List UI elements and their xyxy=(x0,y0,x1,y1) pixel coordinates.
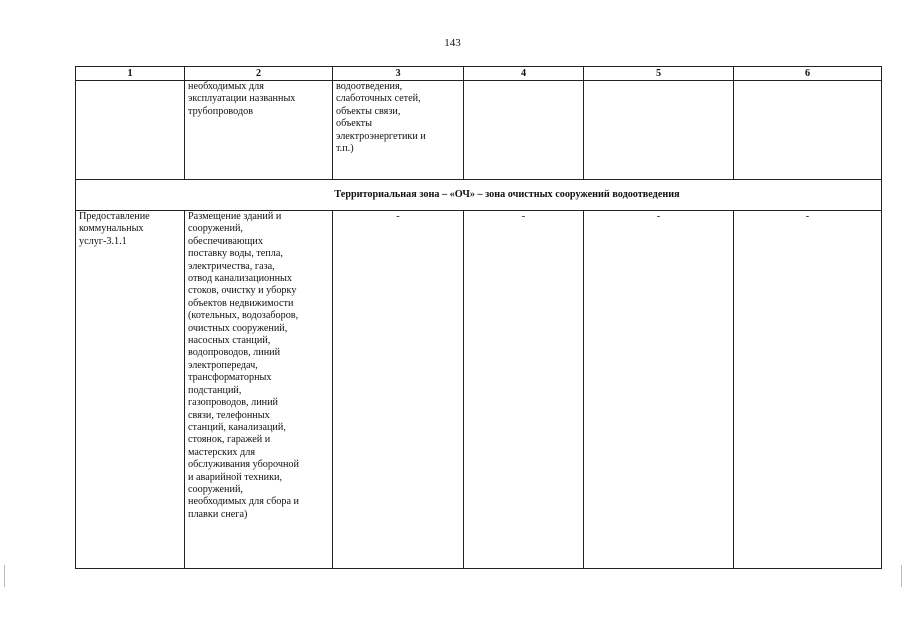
column-header-1: 1 xyxy=(76,67,185,81)
column-header-2: 2 xyxy=(185,67,333,81)
column-header-6: 6 xyxy=(734,67,882,81)
table-cell xyxy=(76,81,185,180)
column-header-5: 5 xyxy=(584,67,734,81)
zone-heading-row xyxy=(76,180,882,211)
table-cell: необходимых для эксплуатации названных трубопроводов xyxy=(185,81,333,180)
land-use-type-cell: Предоставление коммунальных услуг-3.1.1 xyxy=(76,211,185,569)
table-cell xyxy=(734,81,882,180)
table-row-continuation xyxy=(76,81,882,180)
table-cell: - xyxy=(333,211,464,569)
scan-edge-mark-left xyxy=(4,565,5,587)
table-cell: водоотведения, слаботочных сетей, объекты связи, объекты электроэнергетики и т.п.) xyxy=(333,81,464,180)
table-cell xyxy=(584,81,734,180)
zone-title: Территориальная зона – «ОЧ» – зона очистных сооружений водоотведения xyxy=(76,180,882,211)
table-row xyxy=(76,211,882,569)
table-cell xyxy=(464,81,584,180)
column-header-4: 4 xyxy=(464,67,584,81)
table-cell: - xyxy=(584,211,734,569)
page-number: 143 xyxy=(444,37,461,49)
table-cell: - xyxy=(464,211,584,569)
table-header-row xyxy=(76,67,882,81)
description-cell: Размещение зданий и сооружений, обеспечивающих поставку воды, тепла, электричества, газа, отвод канализационных стоков, очистку и уборку объектов недвижимости (котельных, водозаборов, очистных сооружений, насосных станций, водопроводов, линий электропередач, трансформаторных подстанций, газопроводов, линий связи, телефонных станций, канализаций, стоянок, гаражей и мастерских для обслуживания уборочной и аварийной техники, сооружений, необходимых для сбора и плавки снега) xyxy=(185,211,333,569)
column-header-3: 3 xyxy=(333,67,464,81)
table-cell: - xyxy=(734,211,882,569)
land-use-table xyxy=(75,66,882,569)
scan-edge-mark-right xyxy=(901,565,902,587)
